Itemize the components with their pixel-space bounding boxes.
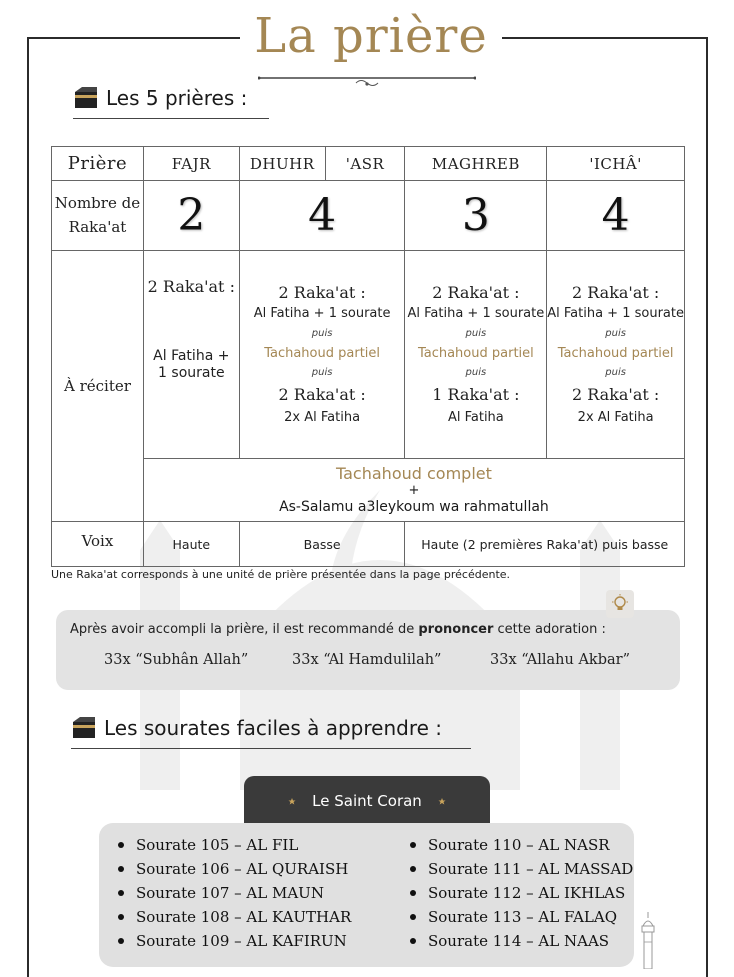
- list-item: Sourate 109 – AL KAFIRUN: [116, 929, 351, 953]
- lightbulb-icon: [606, 590, 634, 618]
- row-label-prayer: Prière: [52, 147, 144, 181]
- icha-first: 2 Raka'at :: [571, 282, 660, 302]
- maghreb-puis-1: puis: [465, 327, 487, 339]
- dhikr-hamdulilah: 33x “Al Hamdulilah”: [292, 652, 442, 668]
- maghreb-first: 2 Raka'at :: [432, 282, 520, 302]
- fajr-first: 2 Raka'at :: [147, 277, 235, 296]
- dhikr-subhanallah: 33x “Subhân Allah”: [104, 652, 249, 668]
- crescent-star-icon: [436, 789, 460, 813]
- maghreb-first-detail: Al Fatiha + 1 sourate: [407, 306, 545, 322]
- coran-label: Le Saint Coran: [312, 792, 422, 810]
- coran-header: [244, 776, 490, 826]
- advice-before: Après avoir accompli la prière, il est recommandé de: [70, 622, 419, 637]
- maghreb-middle: Tachahoud partiel: [417, 345, 534, 361]
- icha-puis-1: puis: [605, 327, 626, 339]
- icha-puis-2: puis: [605, 367, 626, 379]
- page-title: La prière: [254, 8, 488, 64]
- kaaba-icon: [72, 717, 96, 739]
- section-underline: [71, 748, 471, 749]
- section-heading-prayers: [74, 86, 247, 110]
- fajr-second: Al Fatiha + 1 sourate: [153, 348, 230, 381]
- prayer-icha: 'ICHÂ': [547, 147, 685, 181]
- section-underline: [73, 118, 269, 119]
- table-row-recite: [52, 251, 685, 459]
- recite-fajr: [143, 251, 239, 459]
- title-ornament-icon: [258, 75, 476, 89]
- maghreb-puis-2: puis: [465, 367, 487, 379]
- voice-maghreb-icha: Haute (2 premières Raka'at) puis basse: [405, 522, 685, 567]
- row-label-voice: Voix: [52, 522, 144, 567]
- recite-dhuhr-asr: [239, 251, 405, 459]
- advice-bold: prononcer: [418, 622, 494, 637]
- sourates-left-list: [116, 833, 351, 953]
- count-maghreb: 3: [405, 181, 547, 251]
- count-dhuhr-asr: 4: [239, 181, 405, 251]
- advice-text: [70, 622, 606, 637]
- dhuhr-puis-1: puis: [311, 327, 333, 339]
- dhuhr-puis-2: puis: [311, 367, 333, 379]
- maghreb-second-detail: Al Fatiha: [447, 410, 504, 426]
- dhuhr-first: 2 Raka'at :: [278, 282, 366, 302]
- icha-first-detail: Al Fatiha + 1 sourate: [547, 306, 684, 322]
- dhikr-akbar: 33x “Allahu Akbar”: [490, 652, 630, 668]
- list-item: Sourate 106 – AL QURAISH: [116, 857, 351, 881]
- count-icha: 4: [547, 181, 685, 251]
- minaret-icon: [637, 912, 659, 969]
- prayer-fajr: FAJR: [143, 147, 239, 181]
- kaaba-icon: [74, 87, 98, 109]
- final-salam: As-Salamu a3leykoum wa rahmatullah: [279, 498, 549, 515]
- crescent-star-icon: [274, 789, 298, 813]
- prayer-dhuhr: DHUHR: [239, 147, 325, 181]
- list-item: Sourate 105 – AL FIL: [116, 833, 351, 857]
- row-label-count: Nombre de Raka'at: [52, 181, 144, 251]
- list-item: Sourate 108 – AL KAUTHAR: [116, 905, 351, 929]
- list-item: Sourate 114 – AL NAAS: [408, 929, 633, 953]
- table-row-voice: [52, 522, 685, 567]
- table-row-final: [52, 459, 685, 522]
- final-tachahoud: [143, 459, 684, 522]
- section-heading-text: Les 5 prières :: [106, 86, 248, 110]
- list-item: Sourate 113 – AL FALAQ: [408, 905, 633, 929]
- footnote: Une Raka'at corresponds à une unité de prière présentée dans la page précédente.: [51, 568, 511, 581]
- count-fajr: 2: [143, 181, 239, 251]
- icha-second-detail: 2x Al Fatiha: [577, 410, 654, 426]
- advice-after: cette adoration :: [493, 622, 606, 637]
- prayer-table: [51, 146, 685, 567]
- row-label-recite: À réciter: [52, 251, 144, 522]
- section-heading-sourates: [72, 716, 442, 740]
- voice-fajr: Haute: [143, 522, 239, 567]
- dhuhr-middle: Tachahoud partiel: [264, 345, 381, 361]
- table-row-counts: [52, 181, 685, 251]
- prayer-asr: 'ASR: [325, 147, 405, 181]
- dhuhr-second-detail: 2x Al Fatiha: [284, 410, 361, 426]
- dhuhr-first-detail: Al Fatiha + 1 sourate: [253, 306, 391, 322]
- section-heading-text: Les sourates faciles à apprendre :: [104, 716, 442, 740]
- voice-dhuhr-asr: Basse: [239, 522, 405, 567]
- icha-second: 2 Raka'at :: [571, 385, 660, 405]
- final-plus: +: [408, 482, 420, 498]
- recite-maghreb: [405, 251, 547, 459]
- table-row-prayers: [52, 147, 685, 181]
- list-item: Sourate 110 – AL NASR: [408, 833, 633, 857]
- maghreb-second: 1 Raka'at :: [432, 385, 520, 405]
- list-item: Sourate 107 – AL MAUN: [116, 881, 351, 905]
- sourates-right-list: [408, 833, 633, 953]
- recite-icha: [547, 251, 685, 459]
- advice-box: [56, 610, 680, 690]
- list-item: Sourate 111 – AL MASSAD: [408, 857, 633, 881]
- sourates-box: [99, 823, 634, 967]
- final-title: Tachahoud complet: [336, 464, 492, 484]
- dhuhr-second: 2 Raka'at :: [278, 385, 366, 405]
- prayer-maghreb: MAGHREB: [405, 147, 547, 181]
- icha-middle: Tachahoud partiel: [557, 345, 674, 361]
- list-item: Sourate 112 – AL IKHLAS: [408, 881, 633, 905]
